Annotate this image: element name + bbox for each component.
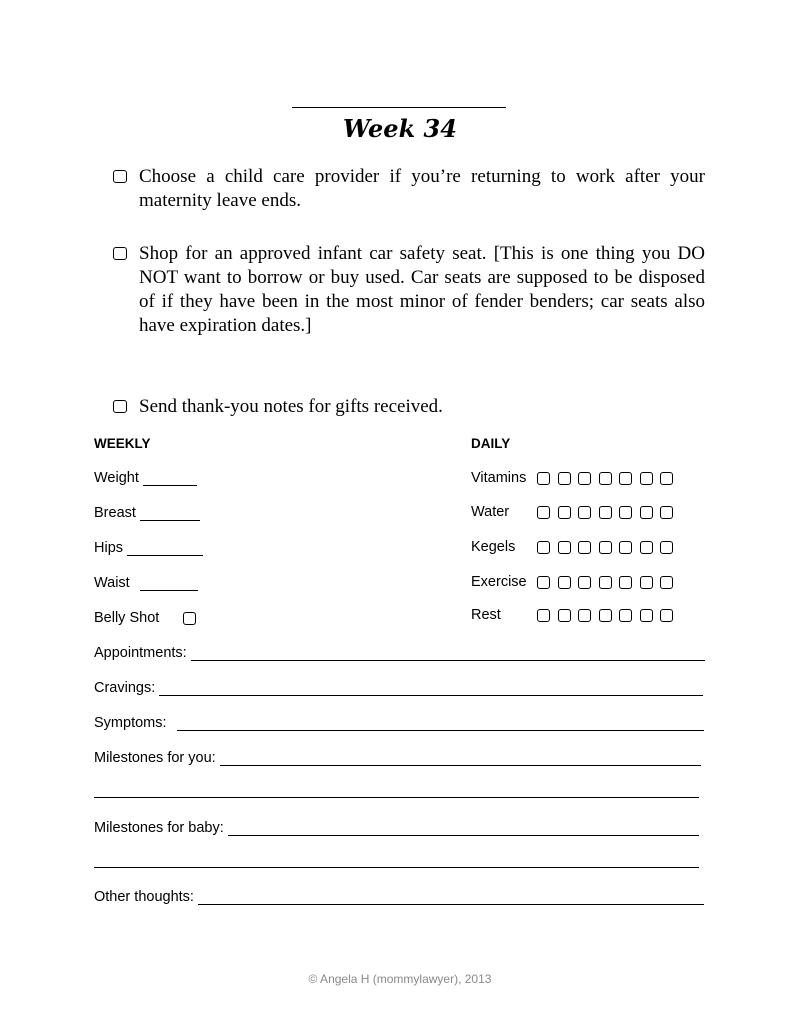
weekly-label: Hips [94, 540, 124, 556]
day-checkbox[interactable] [660, 609, 673, 622]
daily-label: Kegels [471, 539, 516, 555]
task-text: Send thank-you notes for gifts received. [139, 396, 443, 417]
field-label: Symptoms: [94, 715, 167, 731]
cravings-field[interactable] [159, 681, 703, 696]
other-thoughts-row [94, 889, 704, 905]
task-text: Shop for an approved infant car safety seat. [This is one thing you DO NOT want to borrow or buy used. Car seats are supposed to be disposed of if they have been in the most minor of fender benders; car seats also have expiration dates.] [139, 243, 705, 336]
day-checkbox[interactable] [660, 576, 673, 589]
day-checkbox[interactable] [537, 576, 550, 589]
daily-vitamins [471, 470, 681, 486]
weekly-header: WEEKLY [94, 436, 151, 451]
day-checkbox[interactable] [640, 506, 653, 519]
task-item [113, 242, 705, 338]
daily-label: Water [471, 504, 510, 520]
field-label: Appointments: [94, 645, 187, 661]
day-checkbox[interactable] [599, 576, 612, 589]
daily-label: Exercise [471, 574, 527, 590]
weekly-label: Breast [94, 505, 136, 521]
day-checkbox[interactable] [578, 506, 591, 519]
milestones-you-row [94, 750, 701, 766]
appointments-row [94, 645, 705, 661]
page-title: Week 34 [343, 114, 457, 143]
day-checkbox[interactable] [619, 506, 632, 519]
milestones-you-field[interactable] [220, 751, 701, 766]
daily-exercise [471, 574, 681, 590]
weekly-hips [94, 540, 203, 556]
day-checkbox[interactable] [599, 506, 612, 519]
weekly-breast [94, 505, 200, 521]
day-checkbox[interactable] [558, 541, 571, 554]
daily-rest [471, 607, 681, 623]
day-checkbox[interactable] [578, 609, 591, 622]
day-checkbox[interactable] [640, 576, 653, 589]
symptoms-field[interactable] [177, 716, 704, 731]
waist-field[interactable] [140, 576, 198, 591]
day-checkbox[interactable] [619, 576, 632, 589]
weekly-belly-shot [94, 610, 204, 626]
task-item [113, 395, 705, 419]
milestones-baby-extra-line[interactable] [94, 867, 699, 868]
appointments-field[interactable] [191, 646, 705, 661]
day-checkbox[interactable] [537, 472, 550, 485]
copyright-footer: © Angela H (mommylawyer), 2013 [308, 972, 492, 986]
day-checkbox[interactable] [660, 541, 673, 554]
title-rule [292, 107, 506, 108]
day-checkbox[interactable] [537, 541, 550, 554]
hips-field[interactable] [127, 541, 203, 556]
day-checkbox[interactable] [578, 576, 591, 589]
day-checkbox[interactable] [558, 472, 571, 485]
milestones-you-extra-line[interactable] [94, 797, 699, 798]
task-checkbox[interactable] [113, 170, 127, 183]
weekly-label: Waist [94, 575, 130, 591]
daily-header: DAILY [471, 436, 511, 451]
day-checkbox[interactable] [537, 506, 550, 519]
daily-label: Vitamins [471, 470, 527, 486]
field-label: Milestones for you: [94, 750, 216, 766]
day-checkbox[interactable] [640, 472, 653, 485]
task-checkbox[interactable] [113, 400, 127, 413]
day-checkbox[interactable] [660, 506, 673, 519]
field-label: Cravings: [94, 680, 156, 696]
weekly-label: Weight [94, 470, 139, 486]
day-checkbox[interactable] [619, 609, 632, 622]
milestones-baby-field[interactable] [228, 821, 699, 836]
daily-water [471, 504, 681, 520]
daily-kegels [471, 539, 681, 555]
symptoms-row [94, 715, 704, 731]
cravings-row [94, 680, 703, 696]
day-checkbox[interactable] [619, 541, 632, 554]
task-item [113, 165, 705, 213]
day-checkbox[interactable] [640, 609, 653, 622]
field-label: Milestones for baby: [94, 820, 224, 836]
day-checkbox[interactable] [558, 609, 571, 622]
day-checkbox[interactable] [619, 472, 632, 485]
milestones-baby-row [94, 820, 699, 836]
belly-shot-checkbox[interactable] [183, 612, 196, 625]
day-checkbox[interactable] [599, 472, 612, 485]
other-thoughts-field[interactable] [198, 890, 704, 905]
day-checkbox[interactable] [640, 541, 653, 554]
day-checkbox[interactable] [599, 609, 612, 622]
weight-field[interactable] [143, 471, 197, 486]
day-checkbox[interactable] [558, 576, 571, 589]
day-checkbox[interactable] [578, 472, 591, 485]
breast-field[interactable] [140, 506, 200, 521]
weekly-waist [94, 575, 198, 591]
day-checkbox[interactable] [537, 609, 550, 622]
task-text: Choose a child care provider if you’re returning to work after your maternity leave ends. [139, 166, 705, 211]
weekly-weight [94, 470, 197, 486]
day-checkbox[interactable] [558, 506, 571, 519]
day-checkbox[interactable] [578, 541, 591, 554]
daily-label: Rest [471, 607, 501, 623]
task-checkbox[interactable] [113, 247, 127, 260]
day-checkbox[interactable] [599, 541, 612, 554]
weekly-label: Belly Shot [94, 610, 160, 626]
field-label: Other thoughts: [94, 889, 194, 905]
day-checkbox[interactable] [660, 472, 673, 485]
